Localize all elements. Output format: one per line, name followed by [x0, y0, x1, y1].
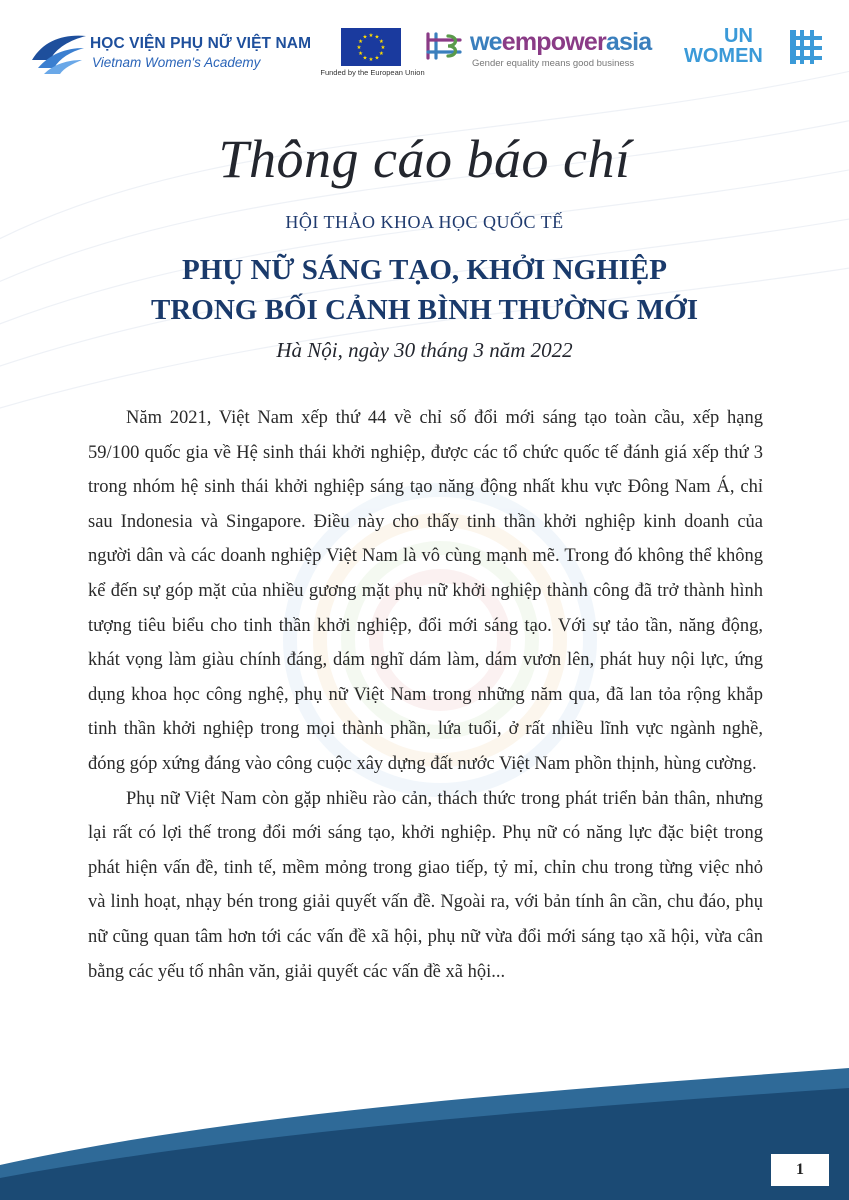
header-logos — [0, 0, 849, 90]
headline-line-2: TRONG BỐI CẢNH BÌNH THƯỜNG MỚI — [150, 294, 699, 326]
academy-subtitle: Vietnam Women's Academy — [92, 55, 261, 70]
eu-caption: Funded by the European Union — [320, 68, 425, 77]
un-women-women: WOMEN — [684, 45, 763, 67]
weempower-mark-icon — [424, 30, 464, 62]
body-text — [88, 401, 763, 989]
weempowerasia-tagline: Gender equality means good business — [472, 58, 635, 69]
academy-name: HỌC VIỆN PHỤ NỮ VIỆT NAM — [90, 35, 312, 52]
svg-text:★: ★ — [362, 34, 368, 41]
conference-headline — [0, 250, 849, 330]
svg-text:★: ★ — [362, 55, 368, 62]
svg-text:★: ★ — [374, 55, 380, 62]
paragraph-2: Phụ nữ Việt Nam còn gặp nhiều rào cản, thách thức trong phát triển bản thân, nhưng lại rất có lợi thế trong đổi mới sáng tạo, khởi nghiệp. Phụ nữ có năng lực đặc biệt trong phát hiện vấn đề, tinh tế, mềm mỏng trong giao tiếp, tỷ mỉ, chỉn chu trong từng việc nhỏ và linh hoạt, nhạy bén trong giải quyết vấn đề. Ngoài ra, với bản tính ân cần, chu đáo, phụ nữ cũng quan tâm hơn tới các vấn đề xã hội, phụ nữ vừa đổi mới sáng tạo xã hội, vừa cân bằng các yếu tố nhân văn, giải quyết các vấn đề xã hội... — [88, 788, 763, 982]
eu-logo — [315, 28, 430, 78]
un-women-un: UN — [724, 25, 753, 47]
vietnam-womens-academy-logo — [30, 28, 310, 78]
wea-name-we: we — [470, 28, 502, 56]
svg-text:★: ★ — [368, 57, 374, 63]
weempowerasia-logo — [424, 28, 674, 73]
svg-text:★: ★ — [374, 34, 380, 41]
un-emblem-icon — [788, 28, 824, 66]
conference-kicker: HỘI THẢO KHOA HỌC QUỐC TẾ — [285, 212, 564, 232]
press-release-title: Thông cáo báo chí — [218, 129, 631, 189]
svg-text:★: ★ — [378, 51, 384, 57]
weempowerasia-name — [470, 28, 651, 57]
paragraph-1: Năm 2021, Việt Nam xếp thứ 44 về chỉ số đổi mới sáng tạo toàn cầu, xếp hạng 59/100 quốc gia về Hệ sinh thái khởi nghiệp, được các tổ chức quốc tế đánh giá xếp thứ 3 trong nhóm hệ sinh thái khởi nghiệp sáng tạo năng động nhất khu vực Đông Nam Á, chỉ sau Indonesia và Singapore. Điều này cho thấy tinh thần khởi nghiệp kinh doanh của người dân và các doanh nghiệp Việt Nam là vô cùng mạnh mẽ. Trong đó không thể không kể đến sự góp mặt của nhiều gương mặt phụ nữ khởi nghiệp thành công đã trở thành hình tượng tiêu biểu cho tinh thần khởi nghiệp, đổi mới sáng tạo. Với sự tảo tần, năng động, khát vọng làm giàu chính đáng, dám nghĩ dám làm, dám vươn lên, phát huy nội lực, ứng dụng khoa học công nghệ, phụ nữ Việt Nam trong những năm qua, đã lan tỏa rộng khắp tinh thần khởi nghiệp trong mọi thành phần, lứa tuổi, ở rất nhiều lĩnh vực ngành nghề, đóng góp xứng đáng vào công cuộc xây dựng đất nước Việt Nam phồn thịnh, hùng cường. — [88, 408, 763, 774]
svg-text:★: ★ — [378, 39, 384, 45]
svg-text:★: ★ — [358, 51, 364, 57]
svg-text:★: ★ — [380, 45, 386, 51]
dateline: Hà Nội, ngày 30 tháng 3 năm 2022 — [276, 338, 573, 362]
svg-text:★: ★ — [358, 39, 364, 45]
footer-wave — [0, 1060, 849, 1200]
un-women-logo — [684, 26, 829, 71]
page-number: 1 — [796, 1161, 804, 1178]
headline-line-1: PHỤ NỮ SÁNG TẠO, KHỞI NGHIỆP — [182, 254, 667, 286]
svg-text:★: ★ — [368, 33, 374, 39]
bird-icon — [30, 30, 88, 74]
page-number-box — [771, 1154, 829, 1186]
wea-name-asia: asia — [605, 28, 652, 56]
svg-text:★: ★ — [356, 45, 362, 51]
wea-name-empower: empower — [501, 28, 606, 56]
eu-flag-icon — [341, 28, 401, 66]
